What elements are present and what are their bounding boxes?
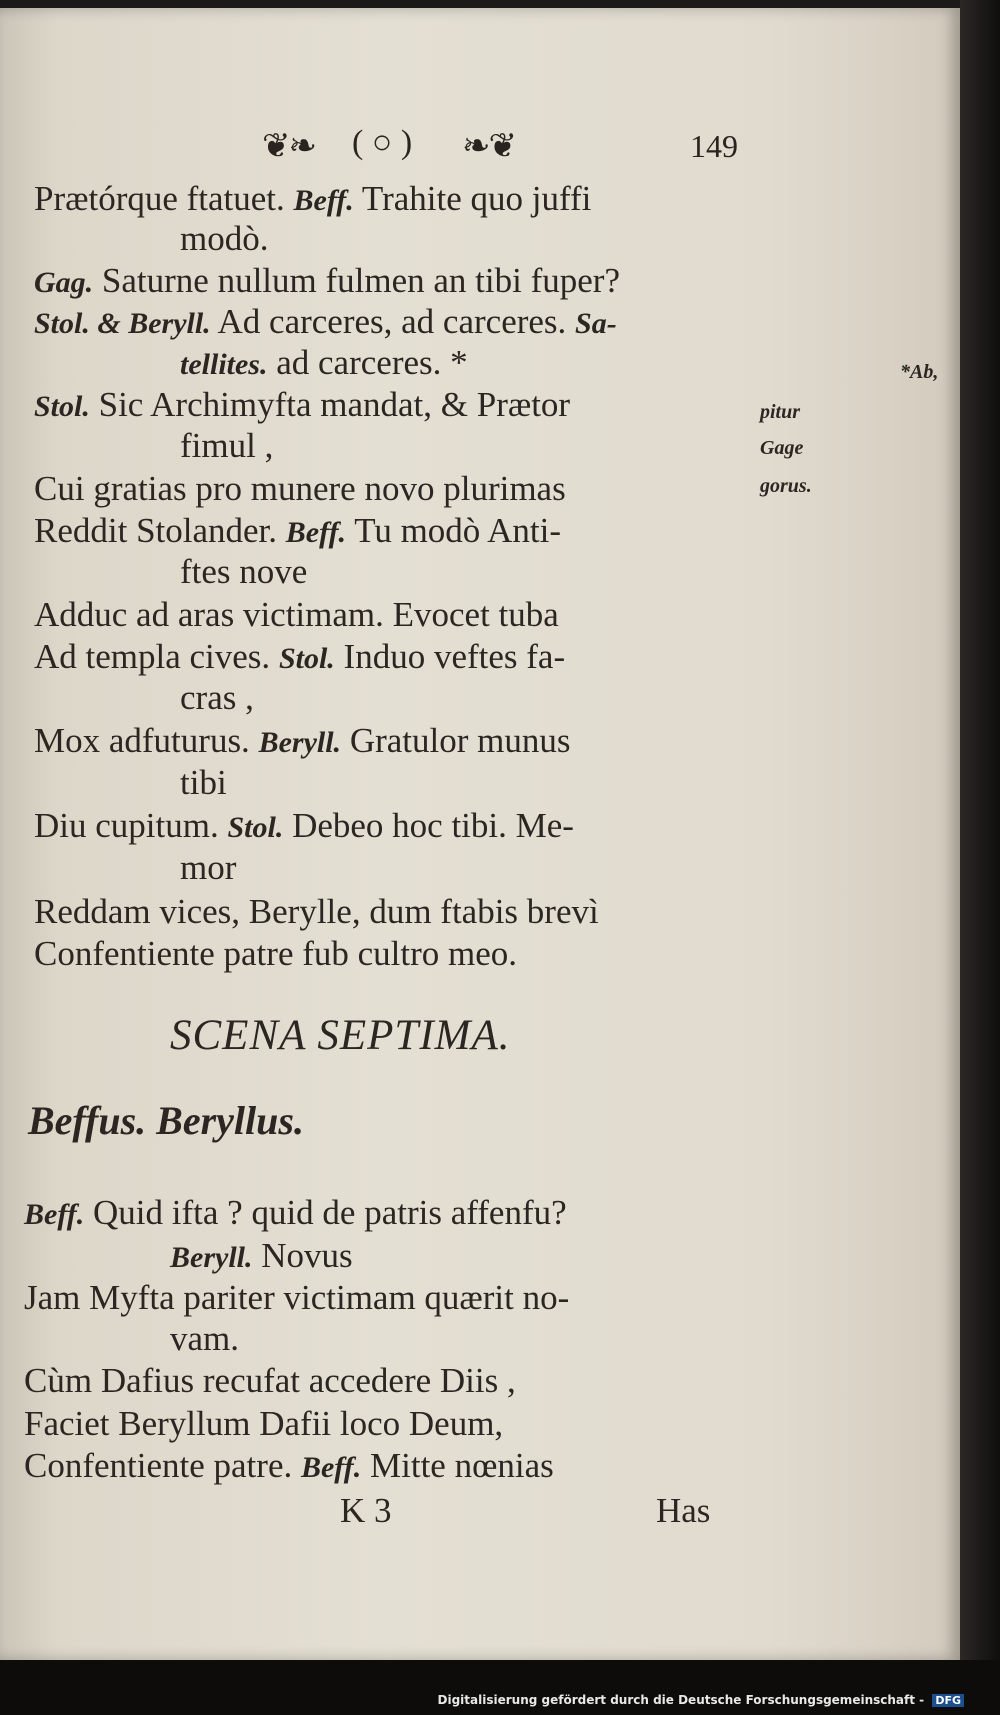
verse-line	[34, 933, 517, 974]
verse-line	[34, 891, 599, 932]
verse-line	[24, 1445, 554, 1488]
speaker-label: Gag.	[34, 266, 94, 299]
verse-line	[24, 1403, 503, 1444]
verse-line	[180, 551, 307, 592]
verse-text: vam.	[170, 1319, 240, 1358]
verse-text: Trahite quo juffi	[361, 179, 592, 218]
speaker-label: Beff.	[293, 184, 354, 217]
margin-note: Gage	[760, 437, 804, 459]
speaker-label: Sa-	[575, 307, 617, 340]
verse-line	[24, 1277, 569, 1318]
margin-note: *Ab,	[900, 361, 939, 383]
verse-text: Mox adfuturus.	[34, 721, 250, 760]
verse-text: Debeo hoc tibi. Me-	[292, 806, 574, 845]
speaker-label: Beryll.	[258, 726, 342, 759]
verse-text: Adduc ad aras victimam. Evocet tuba	[34, 595, 559, 634]
verse-line	[170, 1318, 239, 1359]
verse-text: Reddit Stolander.	[34, 511, 278, 550]
speaker-label: Stol. & Beryll.	[34, 307, 211, 340]
speaker-label: Stol.	[278, 642, 335, 675]
cast-list: Beffus. Beryllus.	[28, 1098, 304, 1143]
verse-text: Tu modò Anti-	[354, 511, 562, 550]
verse-text: Induo veftes fa-	[343, 637, 566, 676]
verse-text: tibi	[180, 763, 227, 802]
verse-text: Reddam vices, Berylle, dum ftabis brevì	[34, 892, 599, 931]
catchword: Has	[656, 1491, 711, 1530]
verse-text: Sic Archimyfta mandat, & Prætor	[98, 385, 571, 424]
verse-text: Mitte nœnias	[370, 1446, 554, 1485]
verse-line	[34, 510, 561, 553]
speaker-label: Stol.	[227, 811, 284, 844]
scene-title: SCENA SEPTIMA.	[170, 1012, 511, 1059]
verse-text: Cùm Dafius recufat accedere Diis ,	[24, 1361, 516, 1400]
book-spine	[960, 0, 1000, 1715]
verse-text: Confentiente patre.	[24, 1446, 293, 1485]
verse-line	[180, 218, 268, 259]
head-center: ( ○ )	[352, 124, 413, 161]
verse-line	[170, 1235, 353, 1278]
verse-text: ftes nove	[180, 552, 308, 591]
verse-line	[34, 384, 570, 427]
speaker-label: Beryll.	[170, 1241, 253, 1274]
verse-line	[24, 1192, 567, 1235]
verse-text: Ad carceres, ad carceres.	[217, 302, 567, 341]
verse-line	[24, 1360, 516, 1401]
verse-line	[34, 636, 565, 679]
verse-line	[34, 260, 620, 303]
margin-note: gorus.	[760, 475, 812, 497]
verse-text: Diu cupitum.	[34, 806, 219, 845]
verse-text: fimul ,	[180, 426, 274, 465]
verse-text: Saturne nullum fulmen an tibi fuper?	[101, 261, 620, 300]
credit-text: Digitalisierung gefördert durch die Deutsche Forschungsgemeinschaft -	[437, 1693, 925, 1707]
digitization-credit	[438, 1693, 964, 1707]
speaker-label: Stol.	[34, 390, 90, 423]
verse-line	[34, 178, 591, 221]
verse-text: Quid ifta ? quid de patris affenfu?	[93, 1193, 567, 1232]
verse-text: Faciet Beryllum Dafii loco Deum,	[24, 1404, 504, 1443]
verse-text: cras ,	[180, 678, 254, 717]
verse-line	[180, 762, 227, 803]
verse-line	[34, 805, 574, 848]
page-number: 149	[690, 128, 738, 164]
verse-text: Confentiente patre fub cultro meo.	[34, 934, 518, 973]
verse-text: ad carceres. *	[276, 343, 468, 382]
verse-line	[34, 301, 617, 344]
verse-line	[34, 594, 559, 635]
verse-line	[34, 720, 570, 763]
verse-line	[34, 468, 566, 509]
dfg-logo-icon: DFG	[932, 1694, 964, 1707]
speaker-label: Beff.	[300, 1451, 362, 1484]
verse-text: modò.	[180, 219, 269, 258]
verse-text: Novus	[261, 1236, 353, 1275]
speaker-label: Beff.	[24, 1198, 85, 1231]
speaker-label: tellites.	[180, 348, 268, 381]
verse-line	[180, 847, 236, 888]
speaker-label: Beff.	[285, 516, 347, 549]
verse-text: Ad templa cives.	[34, 637, 271, 676]
verse-text: Cui gratias pro munere novo plurimas	[34, 469, 566, 508]
margin-note: pitur	[760, 401, 801, 423]
verse-text: Gratulor munus	[349, 721, 571, 760]
verse-text: mor	[180, 848, 237, 887]
verse-line	[180, 342, 468, 385]
ornament-left-icon: ❦❧	[262, 128, 315, 165]
verse-line	[180, 677, 254, 718]
signature-mark: K 3	[340, 1491, 392, 1530]
verse-text: Prætórque ftatuet.	[34, 179, 285, 218]
verse-text: Jam Myfta pariter victimam quærit no-	[24, 1278, 570, 1317]
verse-line	[180, 425, 273, 466]
ornament-right-icon: ❧❦	[462, 128, 515, 165]
